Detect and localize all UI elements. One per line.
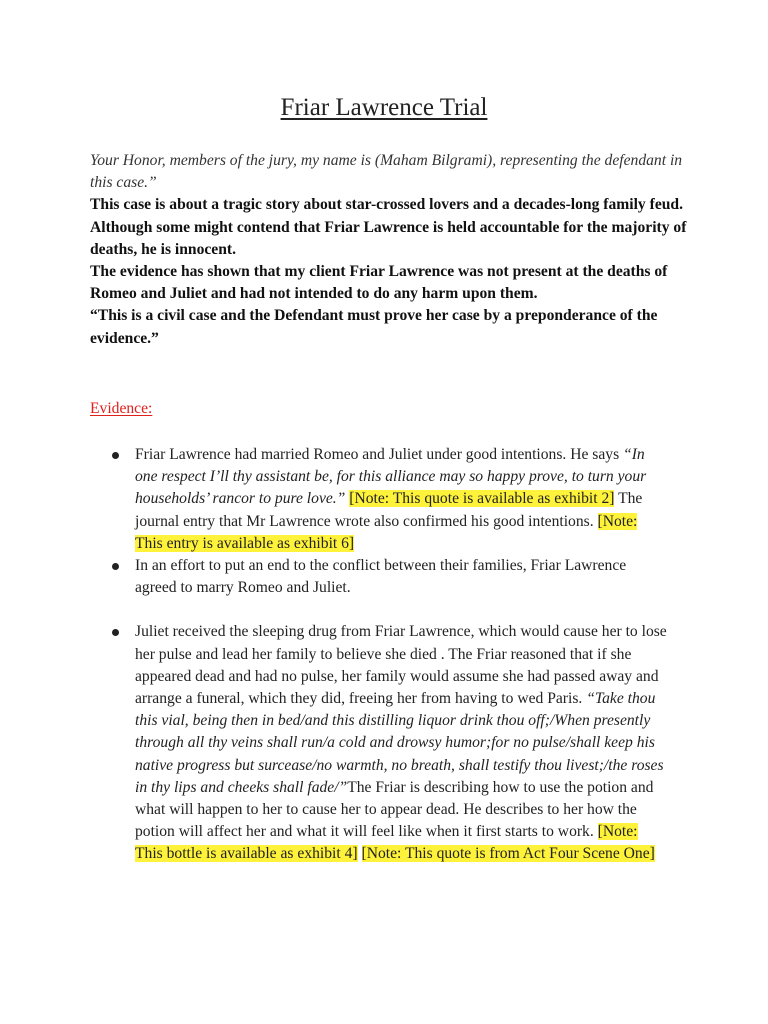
- bullet-icon: [112, 452, 119, 459]
- evidence-item-1: [108, 444, 668, 555]
- intro-line-1: This case is about a tragic story about star-crossed lovers and a decades-long family feud.: [90, 196, 683, 214]
- evidence-3-note-act-four: [Note: This quote is from Act Four Scene One]: [361, 845, 655, 863]
- evidence-1-quote: “In one respect I’ll thy assistant be, for this alliance may so happy prove, to turn your households’ rancor to pure love.”: [135, 446, 647, 508]
- evidence-3-quote: “Take thou this vial, being then in bed/and this distilling liquor drink thou off;/When presently through all thy veins shall run/a cold and drowsy humor;for no pulse/shall keep his native progress but surcease/no warmth, no breath, shall testify thou livest;/the roses in thy lips and cheeks shall fade/”: [135, 690, 664, 796]
- evidence-3-explanation: The Friar is describing how to use the potion and what will happen to her to cause her to appear dead. He describes to her how the potion will affect her and what it will feel like when it first starts to work.: [135, 778, 654, 841]
- bullet-icon: [112, 563, 119, 570]
- intro-line-3: The evidence has shown that my client Friar Lawrence was not present at the deaths of Romeo and Juliet and had not intended to do any harm upon them.: [90, 263, 668, 303]
- evidence-2-text: In an effort to put an end to the conflict between their families, Friar Lawrence agreed to marry Romeo and Juliet.: [135, 557, 627, 597]
- evidence-1-note-exhibit-2: [Note: This quote is available as exhibit 2]: [349, 490, 615, 508]
- evidence-1-text: Friar Lawrence had married Romeo and Juliet under good intentions. He says: [135, 446, 624, 463]
- evidence-item-3: [108, 621, 668, 865]
- intro-line-2: Although some might contend that Friar Lawrence is held accountable for the majority of deaths, he is innocent.: [90, 218, 687, 258]
- document-title: Friar Lawrence Trial: [280, 94, 488, 121]
- evidence-heading: Evidence:: [90, 400, 153, 417]
- evidence-1-note-exhibit-6: [Note: This entry is available as exhibit 6]: [135, 512, 638, 552]
- evidence-1-journal-text: The journal entry that Mr Lawrence wrote also confirmed his good intentions.: [135, 490, 643, 530]
- evidence-3-text: Juliet received the sleeping drug from Friar Lawrence, which would cause her to lose her pulse and lead her family to believe she died . The Friar reasoned that if she appeared dead and had no pulse, her family would assume she had passed away and arrange a funeral, which they did, freeing her from having to wed Paris.: [135, 623, 667, 708]
- evidence-item-2: [108, 555, 668, 599]
- intro-section: [90, 150, 690, 350]
- bullet-icon: [112, 629, 119, 636]
- intro-line-4: “This is a civil case and the Defendant must prove her case by a preponderance of the evidence.”: [90, 307, 658, 347]
- evidence-list: [108, 444, 668, 866]
- evidence-3-note-exhibit-4: [Note: This bottle is available as exhibit 4]: [135, 823, 638, 863]
- intro-opening: Your Honor, members of the jury, my name is (Maham Bilgrami), representing the defendant in this case.”: [90, 152, 683, 192]
